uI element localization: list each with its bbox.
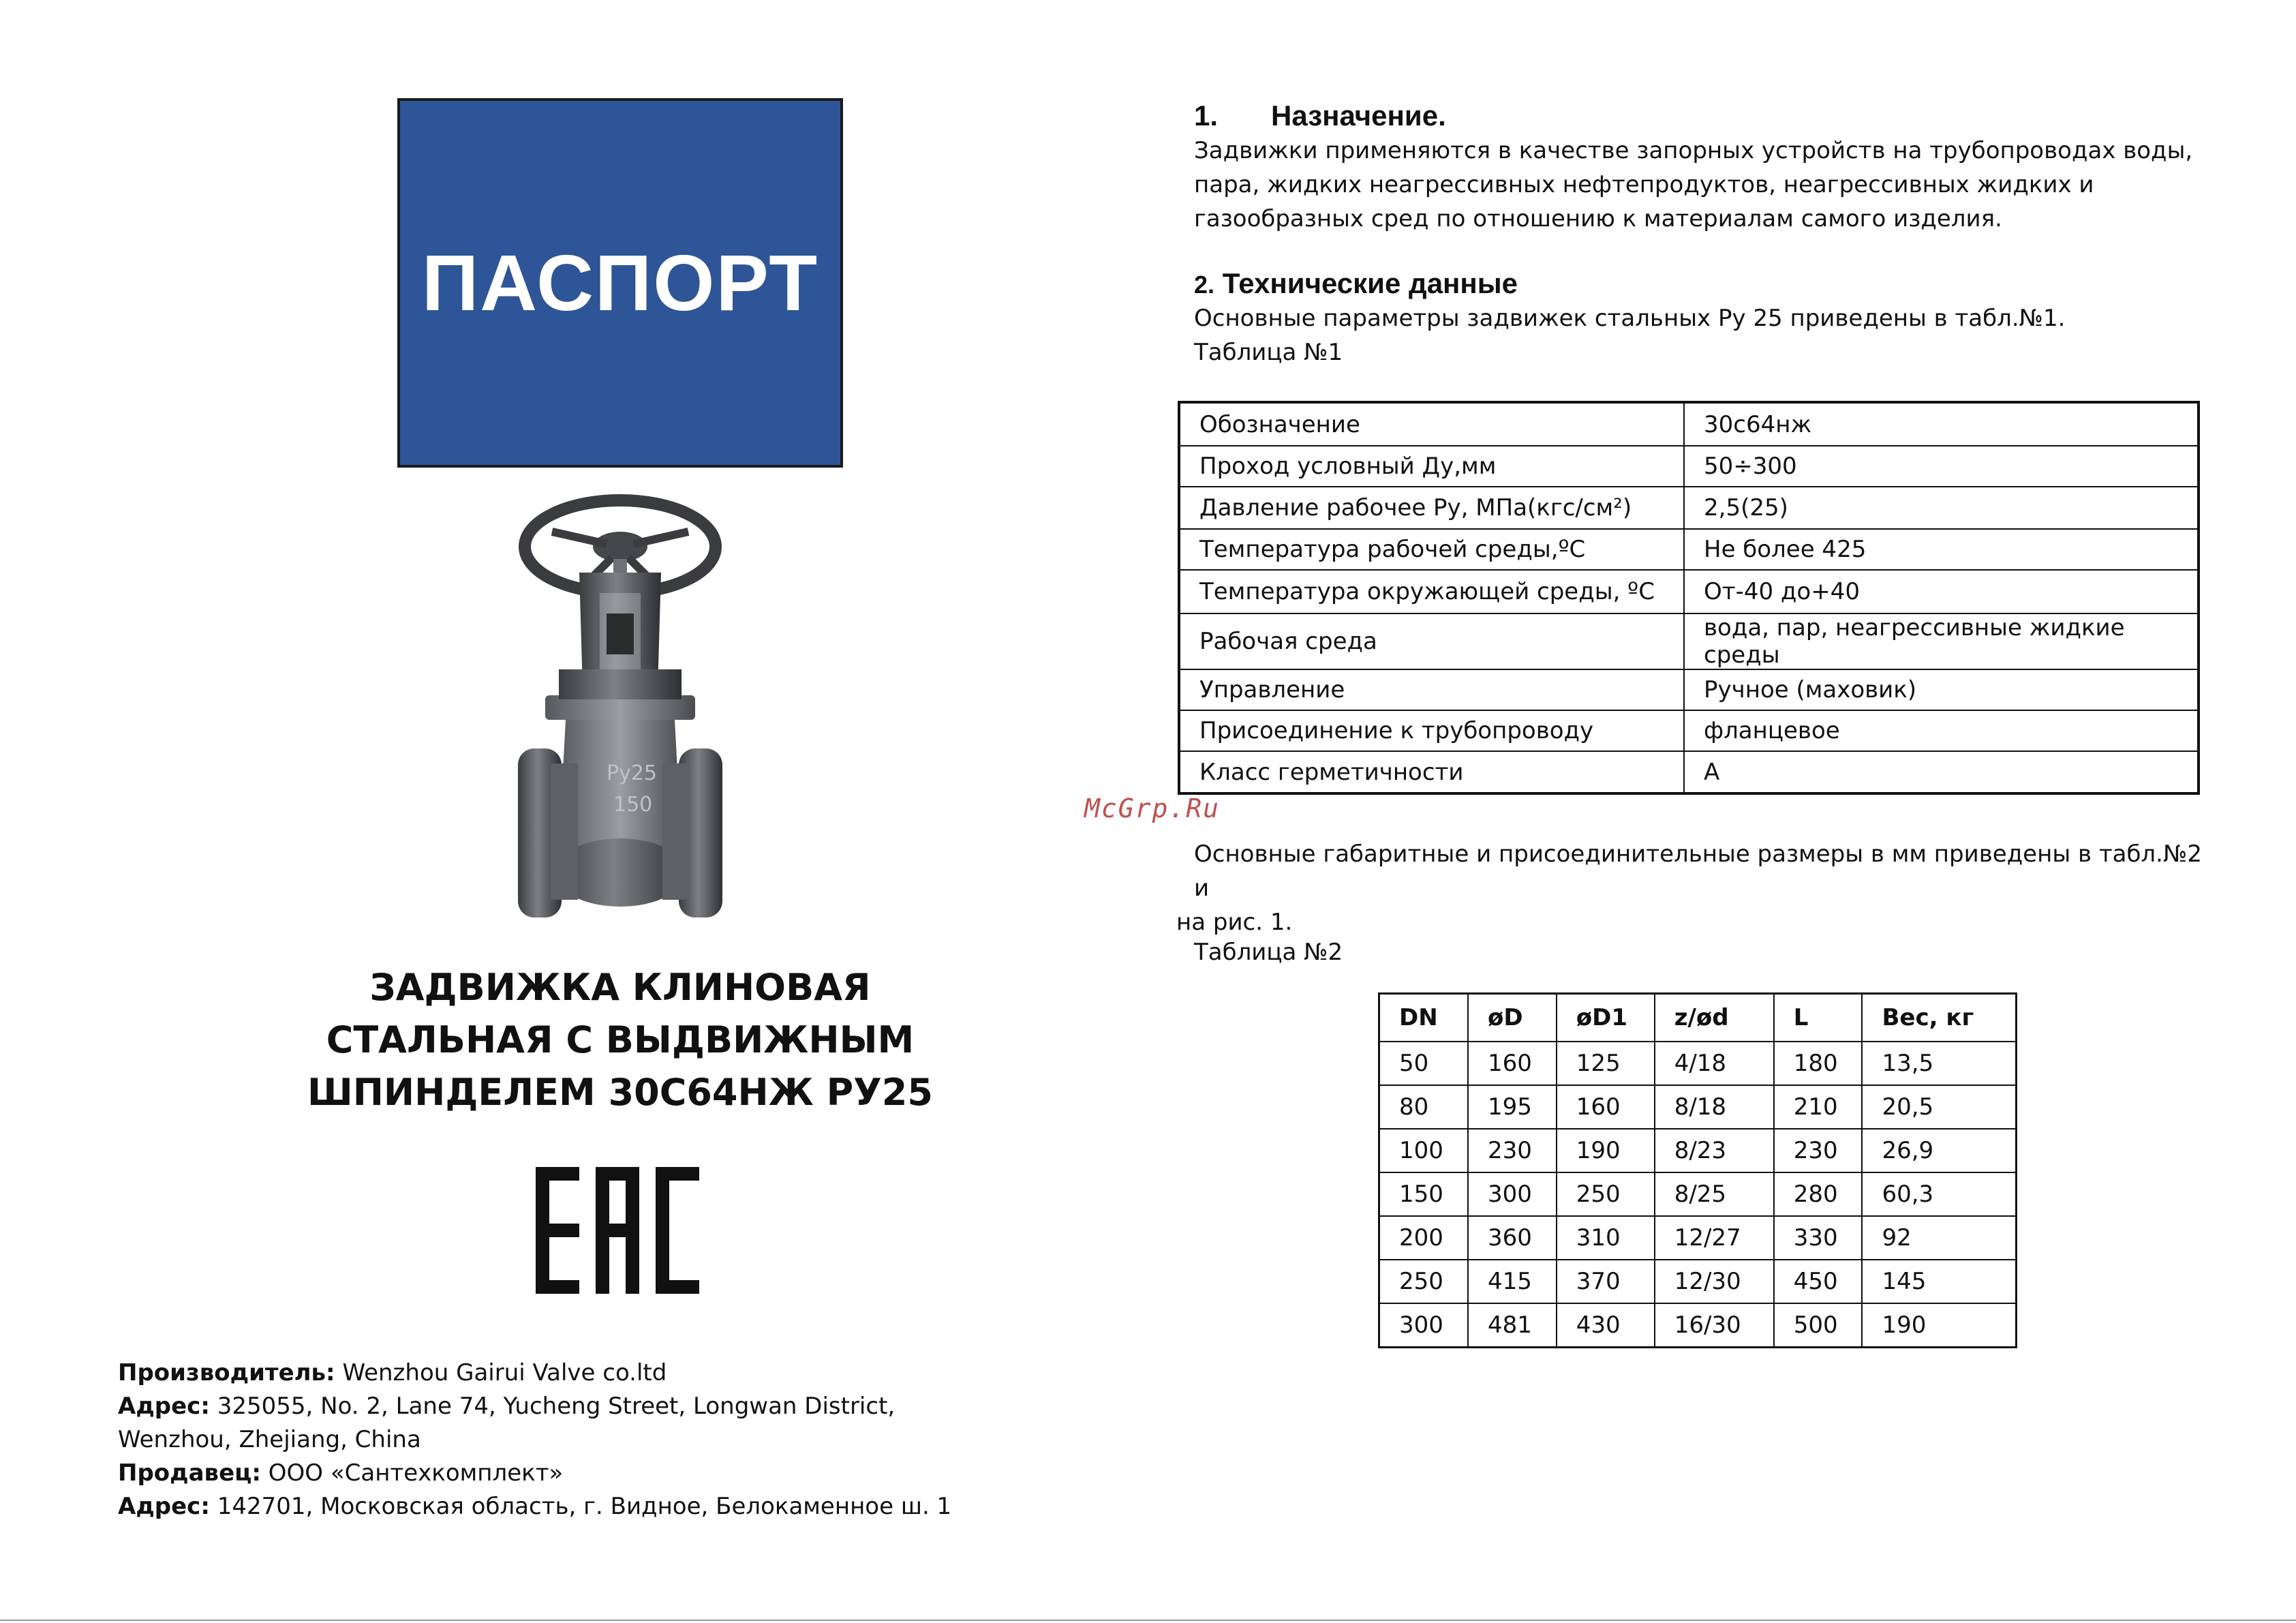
section-2-intro: Основные параметры задвижек стальных Ру 25 приведены в табл.№1.: [1194, 305, 2066, 332]
table-cell: 100: [1379, 1129, 1468, 1172]
maker-address-label: Адрес:: [118, 1393, 210, 1420]
table-cell: 60,3: [1862, 1172, 2016, 1216]
table-row: [1379, 1216, 2017, 1260]
table-cell: 430: [1557, 1303, 1655, 1348]
table-cell: 145: [1862, 1260, 2016, 1303]
table-cell: 300: [1468, 1172, 1557, 1216]
column-header: Вес, кг: [1862, 994, 2016, 1042]
table-2-caption: Таблица №2: [1194, 939, 1343, 966]
table-cell: 80: [1379, 1085, 1468, 1129]
seller-label: Продавец:: [118, 1459, 261, 1487]
table-1-caption: Таблица №1: [1194, 339, 1343, 366]
seller-address-label: Адрес:: [118, 1493, 210, 1520]
table-cell: 415: [1468, 1260, 1557, 1303]
table-cell: 230: [1468, 1129, 1557, 1172]
parameter-name: Проход условный Ду,мм: [1179, 446, 1684, 487]
table-cell: 481: [1468, 1303, 1557, 1348]
passport-title: ПАСПОРТ: [421, 239, 819, 327]
technical-data-table: [1178, 401, 2200, 795]
table-cell: 370: [1557, 1260, 1655, 1303]
parameter-name: Температура окружающей среды, ºС: [1179, 570, 1684, 613]
table-row: [1179, 669, 2199, 710]
section-1-title: Назначение.: [1271, 100, 1446, 132]
table-cell: 500: [1774, 1303, 1863, 1348]
product-title-line-1: ЗАДВИЖКА КЛИНОВАЯ: [369, 966, 871, 1009]
parameter-value: Не более 425: [1684, 529, 2199, 570]
table-cell: 200: [1379, 1216, 1468, 1260]
table-row: [1379, 1172, 2017, 1216]
table-cell: 13,5: [1862, 1042, 2016, 1085]
table-row: [1179, 487, 2199, 529]
table-cell: 160: [1557, 1085, 1655, 1129]
parameter-value: От-40 до+40: [1684, 570, 2199, 613]
section-2-number: 2.: [1194, 271, 1215, 299]
parameter-name: Управление: [1179, 669, 1684, 710]
dimensions-table: [1378, 992, 2017, 1348]
section-2-body: [1194, 301, 2065, 369]
watermark: McGrp.Ru: [1084, 793, 1221, 823]
table-cell: 4/18: [1655, 1042, 1774, 1085]
column-header: øD: [1468, 994, 1557, 1042]
valve-marking-dn: 150: [613, 793, 653, 817]
table-cell: 92: [1862, 1216, 2016, 1260]
table-row: [1179, 402, 2199, 446]
manufacturer-info: [118, 1356, 951, 1523]
parameter-name: Давление рабочее Ру, МПа(кгс/см²): [1179, 487, 1684, 529]
page-bottom-rule: [0, 1620, 2296, 1621]
table-cell: 20,5: [1862, 1085, 2016, 1129]
table-cell: 190: [1862, 1303, 2016, 1348]
parameter-value: 30с64нж: [1684, 402, 2199, 446]
column-header: L: [1774, 994, 1863, 1042]
table-row: [1179, 751, 2199, 793]
product-title-line-2: СТАЛЬНАЯ С ВЫДВИЖНЫМ: [326, 1018, 915, 1061]
parameter-name: Температура рабочей среды,ºС: [1179, 529, 1684, 570]
table-cell: 8/18: [1655, 1085, 1774, 1129]
section-1-heading: [1194, 100, 1446, 132]
valve-marking-pressure: Ру25: [607, 761, 658, 785]
section-2-heading: [1194, 267, 1518, 300]
table-row: [1179, 570, 2199, 613]
table-cell: 280: [1774, 1172, 1863, 1216]
table-cell: 230: [1774, 1129, 1863, 1172]
column-header: DN: [1379, 994, 1468, 1042]
table-cell: 250: [1557, 1172, 1655, 1216]
table-cell: 250: [1379, 1260, 1468, 1303]
parameter-value: 50÷300: [1684, 446, 2199, 487]
table-row: [1379, 1303, 2017, 1348]
product-title-line-3: ШПИНДЕЛЕМ 30С64НЖ РУ25: [307, 1071, 933, 1114]
column-header: øD1: [1557, 994, 1655, 1042]
product-title: [232, 961, 1009, 1119]
section-2-title: Технические данные: [1222, 267, 1518, 299]
dimensions-intro-line-2: на рис. 1.: [1176, 909, 1293, 936]
table-cell: 150: [1379, 1172, 1468, 1216]
parameter-value: 2,5(25): [1684, 487, 2199, 529]
table-cell: 8/25: [1655, 1172, 1774, 1216]
table-cell: 12/30: [1655, 1260, 1774, 1303]
table-cell: 450: [1774, 1260, 1863, 1303]
table-cell: 190: [1557, 1129, 1655, 1172]
section-1-line-2: пара, жидких неагрессивных нефтепродуктов, неагрессивных жидких и: [1194, 171, 2094, 198]
maker-address-line-2: Wenzhou, Zhejiang, China: [118, 1426, 421, 1453]
table-row: [1379, 1042, 2017, 1085]
table-cell: 8/23: [1655, 1129, 1774, 1172]
table-row: [1379, 1260, 2017, 1303]
parameter-name: Класс герметичности: [1179, 751, 1684, 793]
table-cell: 360: [1468, 1216, 1557, 1260]
passport-banner: [397, 98, 843, 468]
section-1-line-3: газообразных сред по отношению к материалам самого изделия.: [1194, 205, 2002, 232]
table-row: [1179, 529, 2199, 570]
table-row: [1179, 613, 2199, 669]
parameter-name: Обозначение: [1179, 402, 1684, 446]
eac-mark-icon: [536, 1167, 699, 1294]
table-cell: 16/30: [1655, 1303, 1774, 1348]
table-cell: 125: [1557, 1042, 1655, 1085]
table-cell: 300: [1379, 1303, 1468, 1348]
table-cell: 180: [1774, 1042, 1863, 1085]
table-cell: 210: [1774, 1085, 1863, 1129]
dimensions-intro-line-1: Основные габаритные и присоединительные размеры в мм приведены в табл.№2 и: [1194, 840, 2202, 902]
table-cell: 50: [1379, 1042, 1468, 1085]
parameter-value: вода, пар, неагрессивные жидкие среды: [1684, 613, 2199, 669]
table-cell: 330: [1774, 1216, 1863, 1260]
parameter-value: Ручное (маховик): [1684, 669, 2199, 710]
section-1-body: [1194, 134, 2192, 236]
maker-value: Wenzhou Gairui Valve co.ltd: [335, 1359, 667, 1386]
section-1-number: 1.: [1194, 100, 1219, 132]
table-row: [1379, 1129, 2017, 1172]
table-cell: 26,9: [1862, 1129, 2016, 1172]
table-cell: 310: [1557, 1216, 1655, 1260]
table-cell: 12/27: [1655, 1216, 1774, 1260]
gate-valve-image: [504, 491, 736, 941]
table-cell: 160: [1468, 1042, 1557, 1085]
parameter-value: А: [1684, 751, 2199, 793]
maker-label: Производитель:: [118, 1359, 335, 1386]
maker-address-line-1: 325055, No. 2, Lane 74, Yucheng Street, Longwan District,: [209, 1393, 896, 1420]
table-cell: 195: [1468, 1085, 1557, 1129]
section-1-line-1: Задвижки применяются в качестве запорных устройств на трубопроводах воды,: [1194, 137, 2193, 164]
table-row: [1179, 710, 2199, 751]
seller-address: 142701, Московская область, г. Видное, Белокаменное ш. 1: [209, 1493, 952, 1520]
table-row: [1379, 1085, 2017, 1129]
parameter-name: Присоединение к трубопроводу: [1179, 710, 1684, 751]
parameter-value: фланцевое: [1684, 710, 2199, 751]
parameter-name: Рабочая среда: [1179, 613, 1684, 669]
table-row: [1179, 446, 2199, 487]
seller-value: ООО «Сантехкомплект»: [260, 1459, 564, 1487]
dimensions-intro: [1176, 837, 2205, 939]
column-header: z/ød: [1655, 994, 1774, 1042]
